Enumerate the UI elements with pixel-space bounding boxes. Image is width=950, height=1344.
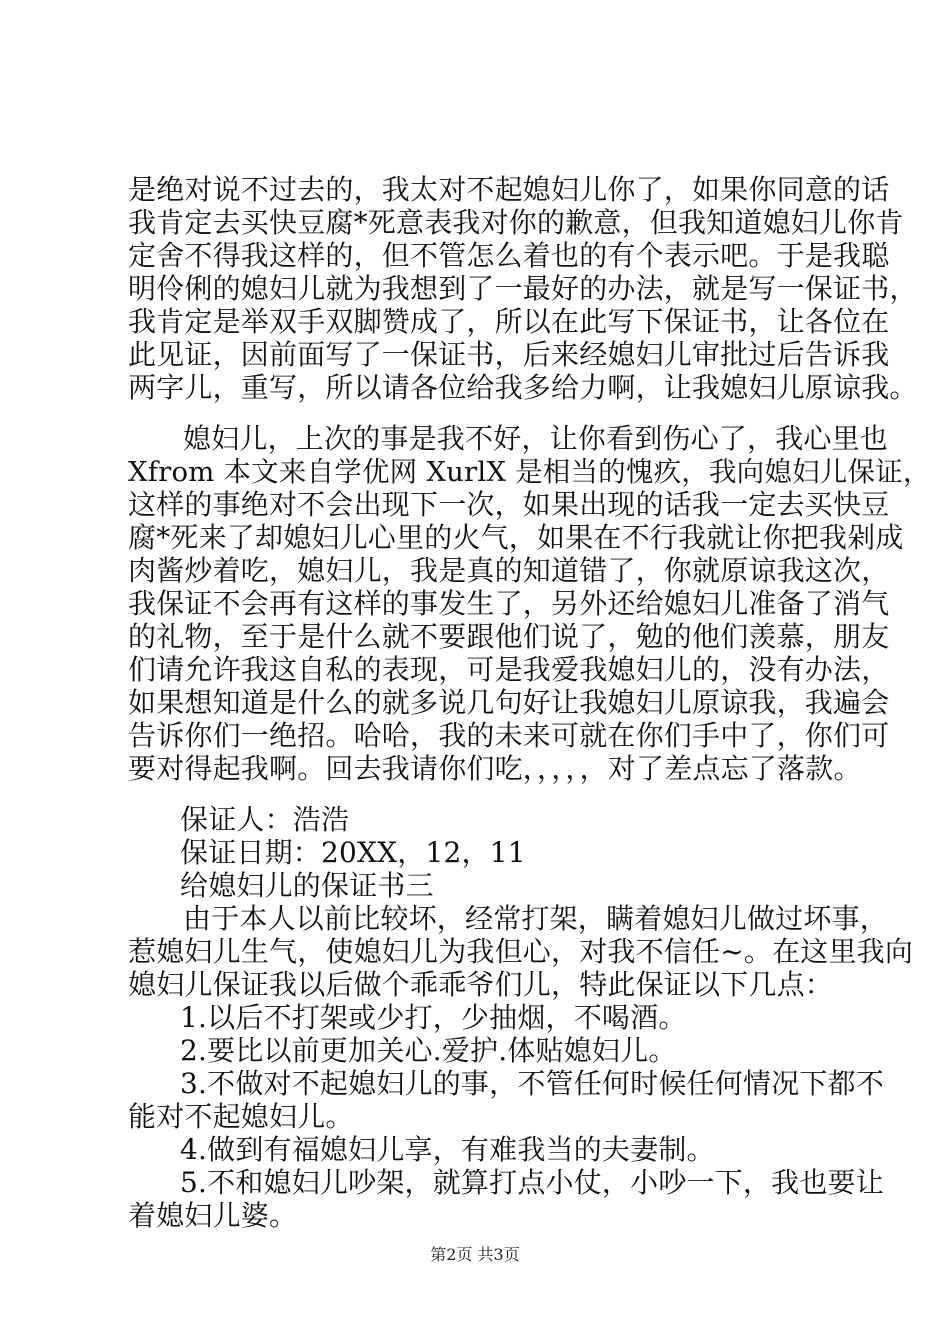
paragraph1-line: 是绝对说不过去的，我太对不起媳妇儿你了，如果你同意的话 <box>128 173 890 206</box>
paragraph2-line: 们请允许我这自私的表现，可是我爱我媳妇儿的，没有办法， <box>128 653 890 686</box>
guarantor-line: 保证人：浩浩 <box>180 803 350 836</box>
paragraph2-line: 告诉你们一绝招。哈哈，我的未来可就在你们手中了，你们可 <box>128 719 890 752</box>
list-item: 1.以后不打架或少打，少抽烟，不喝酒。 <box>180 1001 687 1034</box>
paragraph1-line: 两字儿，重写，所以请各位给我多给力啊，让我媳妇儿原谅我。 <box>128 371 918 404</box>
paragraph1-line: 定舍不得我这样的，但不管怎么着也的有个表示吧。于是我聪 <box>128 239 890 272</box>
date-line: 保证日期：20XX，12，11 <box>180 836 526 869</box>
intro-line: 由于本人以前比较坏，经常打架，瞒着媳妇儿做过坏事， <box>183 902 889 935</box>
intro-line: 媳妇儿保证我以后做个乖乖爷们儿，特此保证以下几点： <box>128 968 834 1001</box>
paragraph2-line: 要对得起我啊。回去我请你们吃，，，，，对了差点忘了落款。 <box>128 752 862 785</box>
paragraph1-line: 我肯定去买快豆腐*死意表我对你的歉意，但我知道媳妇儿你肯 <box>128 206 904 239</box>
paragraph2-line: 的礼物，至于是什么就不要跟他们说了，勉的他们羡慕，朋友 <box>128 620 890 653</box>
list-item: 2.要比以前更加关心.爱护.体贴媳妇儿。 <box>180 1034 677 1067</box>
paragraph1-line: 明伶俐的媳妇儿就为我想到了一最好的办法，就是写一保证书， <box>128 272 918 305</box>
section-title: 给媳妇儿的保证书三 <box>180 869 434 902</box>
paragraph1-line: 此见证，因前面写了一保证书，后来经媳妇儿审批过后告诉我 <box>128 338 890 371</box>
paragraph2-line: Xfrom 本文来自学优网 XurlX 是相当的愧疚，我向媳妇儿保证， <box>128 456 931 488</box>
list-item: 3.不做对不起媳妇儿的事，不管任何时候任何情况下都不 <box>180 1067 884 1100</box>
paragraph2-line: 我保证不会再有这样的事发生了，另外还给媳妇儿准备了消气 <box>128 587 890 620</box>
paragraph2-line: 这样的事绝对不会出现下一次，如果出现的话我一定去买快豆 <box>128 488 890 521</box>
paragraph1-line: 我肯定是举双手双脚赞成了，所以在此写下保证书，让各位在 <box>128 305 890 338</box>
list-item: 4.做到有福媳妇儿享，有难我当的夫妻制。 <box>180 1133 715 1166</box>
intro-line: 惹媳妇儿生气，使媳妇儿为我但心，对我不信任~。在这里我向 <box>128 935 914 968</box>
list-item: 能对不起媳妇儿。 <box>128 1100 354 1133</box>
paragraph2-line: 肉酱炒着吃，媳妇儿，我是真的知道错了，你就原谅我这次， <box>128 554 890 587</box>
paragraph2-line: 腐*死来了却媳妇儿心里的火气，如果在不行我就让你把我剁成 <box>128 521 904 554</box>
list-item: 5.不和媳妇儿吵架，就算打点小仗，小吵一下，我也要让 <box>180 1166 884 1199</box>
page-number: 第2页 共3页 <box>430 1245 520 1264</box>
paragraph2-line: 媳妇儿，上次的事是我不好，让你看到伤心了，我心里也 <box>183 422 889 455</box>
paragraph2-line: 如果想知道是什么的就多说几句好让我媳妇儿原谅我，我遍会 <box>128 686 890 719</box>
list-item: 着媳妇儿婆。 <box>128 1199 298 1232</box>
